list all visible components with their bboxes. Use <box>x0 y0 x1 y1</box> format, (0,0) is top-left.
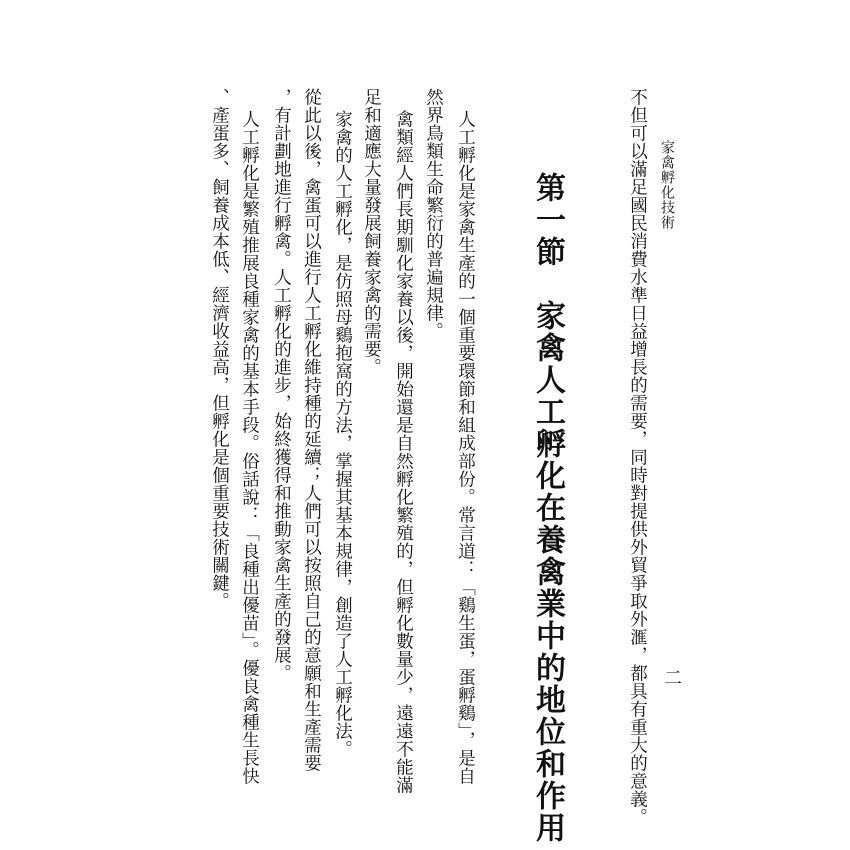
section-title: 第一節 家禽人工孵化在養禽業中的地位和作用 <box>530 172 565 844</box>
text-column-4: 禽類經人們長期馴化家養以後，開始還是自然孵化繁殖的，但孵化數量少，遠遠不能滿 <box>393 110 414 794</box>
running-header: 家禽孵化技術 <box>659 140 675 230</box>
text-column-8: ，有計劃地進行孵禽。人工孵化的進步，始終獲得和推動家禽生產的發展。 <box>271 88 292 682</box>
text-column-6: 家禽的人工孵化，是仿照母鷄抱窩的方法，掌握其基本規律，創造了人工孵化法。 <box>332 110 353 758</box>
text-column-10: 、產蛋多、飼養成本低、經濟收益高，但孵化是個重要技術關鍵。 <box>209 88 230 610</box>
text-column-1: 不但可以滿足國民消費水準日益增長的需要，同時對提供外貿爭取外滙，都具有重大的意義。 <box>627 88 648 826</box>
page-number: 二 <box>661 668 682 686</box>
text-column-9: 人工孵化是繁殖推展良種家禽的基本手段。俗話說：「良種出優苗」。優良禽種生長快 <box>239 110 260 786</box>
text-column-7: 從此以後，禽蛋可以進行人工孵化維持種的延續；人們可以按照自己的意願和生產需要 <box>301 88 322 772</box>
text-column-2: 人工孵化是家禽生產的一個重要環節和組成部份。常言道：「鷄生蛋，蛋孵鷄」，是自 <box>455 110 476 786</box>
text-column-5: 足和適應大量發展飼養家禽的需要。 <box>361 88 382 376</box>
text-column-3: 然界鳥類生命繁衍的普遍規律。 <box>423 88 444 340</box>
